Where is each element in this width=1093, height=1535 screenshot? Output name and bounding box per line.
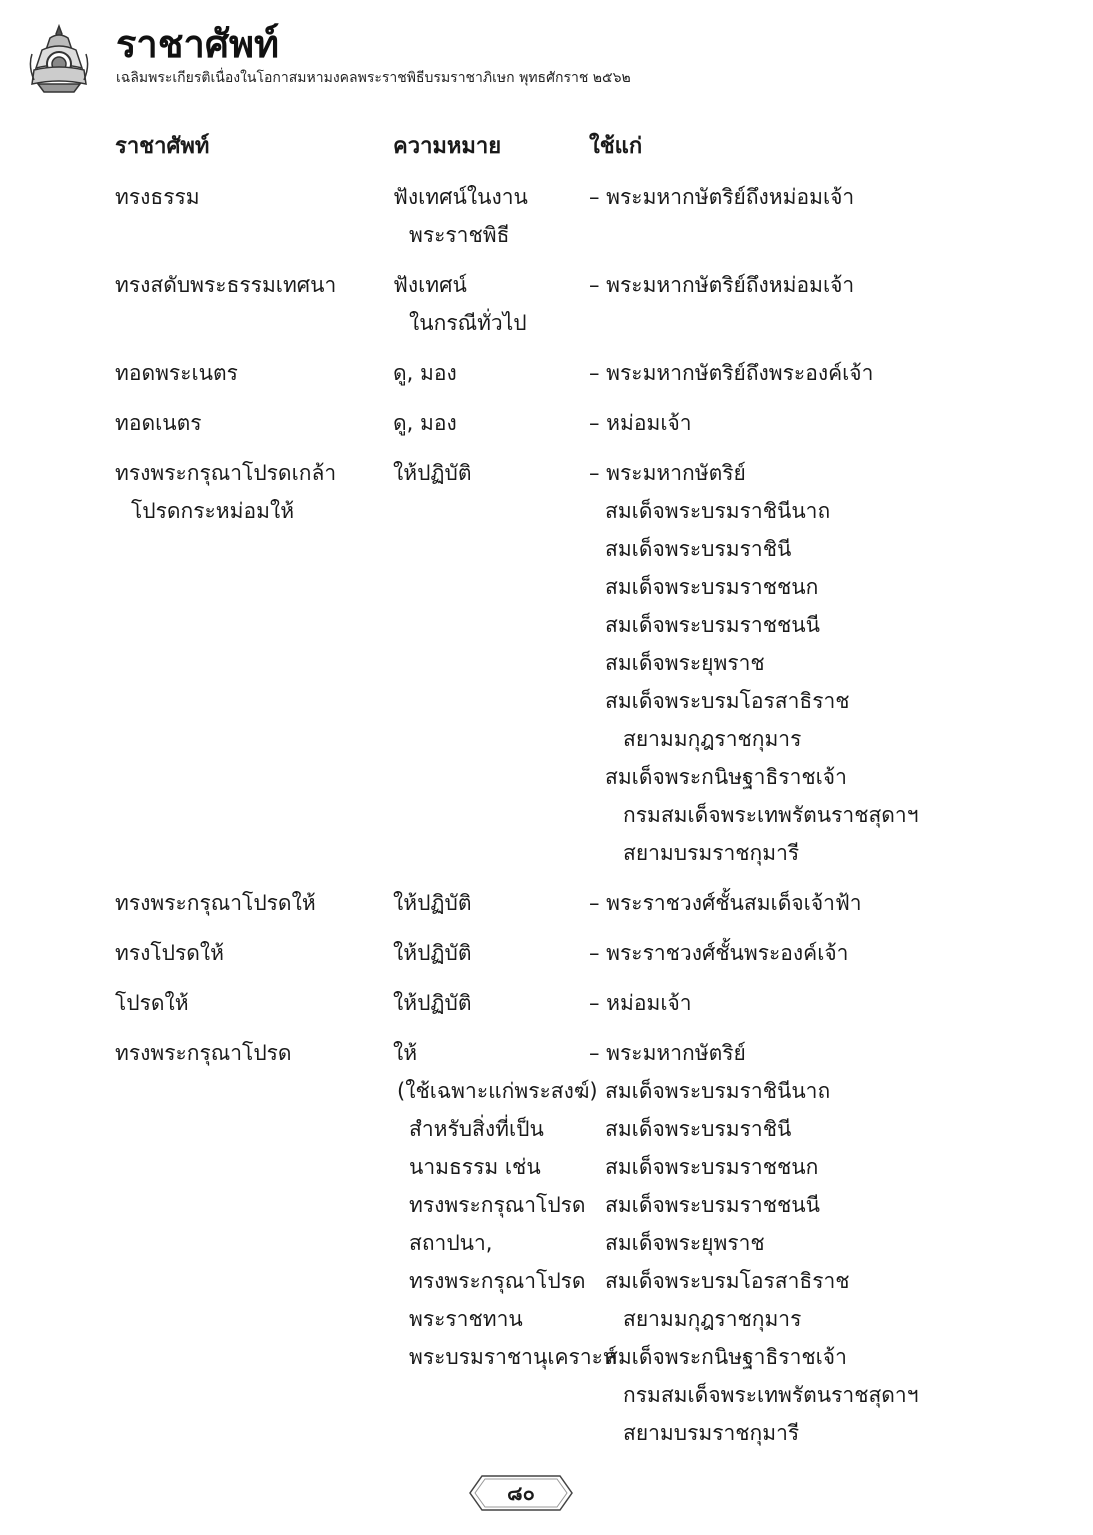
usage-cell — [589, 404, 1015, 442]
meaning-text: พระราชทาน — [409, 1307, 523, 1331]
table-row — [115, 454, 1015, 872]
term-text: ทรงพระกรุณาโปรด — [115, 1041, 292, 1065]
usage-cell — [589, 1034, 1015, 1452]
usage-cell — [589, 884, 1015, 922]
term-cell — [115, 884, 393, 922]
usage-text: – พระมหากษัตริย์ถึงหม่อมเจ้า — [589, 185, 855, 209]
usage-text: – หม่อมเจ้า — [589, 991, 692, 1015]
term-cell — [115, 266, 393, 304]
page-number: ๘๐ — [507, 1481, 535, 1505]
term-text: ทรงพระกรุณาโปรดให้ — [115, 891, 316, 915]
usage-cell — [589, 984, 1015, 1022]
column-header-term: ราชาศัพท์ — [115, 134, 210, 159]
royal-emblem-icon — [28, 24, 90, 94]
usage-text: สมเด็จพระบรมราชินี — [605, 537, 792, 561]
term-text: ทรงโปรดให้ — [115, 941, 224, 965]
term-text: ทรงพระกรุณาโปรดเกล้า — [115, 461, 337, 485]
document-title: ราชาศัพท์ — [116, 22, 280, 66]
usage-text: – พระมหากษัตริย์ — [589, 461, 746, 485]
term-text: โปรดให้ — [115, 991, 189, 1015]
meaning-cell — [393, 884, 589, 922]
usage-text: – พระมหากษัตริย์ถึงพระองค์เจ้า — [589, 361, 874, 385]
meaning-text: ดู, มอง — [393, 361, 457, 385]
meaning-text: ให้ปฏิบัติ — [393, 991, 472, 1015]
usage-text: – พระมหากษัตริย์ — [589, 1041, 746, 1065]
table-header-row — [115, 128, 1015, 166]
usage-text: กรมสมเด็จพระเทพรัตนราชสุดาฯ — [623, 1383, 919, 1407]
usage-text: สมเด็จพระบรมราชินีนาถ — [605, 1079, 831, 1103]
usage-text: – พระมหากษัตริย์ถึงหม่อมเจ้า — [589, 273, 855, 297]
usage-cell — [589, 178, 1015, 216]
table-row — [115, 934, 1015, 972]
usage-text: สมเด็จพระบรมราชินีนาถ — [605, 499, 831, 523]
usage-cell — [589, 934, 1015, 972]
meaning-cell — [393, 934, 589, 972]
usage-text: สมเด็จพระกนิษฐาธิราชเจ้า — [605, 765, 847, 789]
column-header-meaning: ความหมาย — [393, 134, 502, 159]
table-row — [115, 266, 1015, 342]
meaning-text: (ใช้เฉพาะแก่พระสงฆ์) — [397, 1079, 598, 1103]
term-text: โปรดกระหม่อมให้ — [131, 499, 295, 523]
page-number-badge — [468, 1474, 574, 1512]
usage-text: สมเด็จพระบรมราชชนนี — [605, 1193, 820, 1217]
meaning-text: ให้ — [393, 1041, 418, 1065]
term-cell — [115, 354, 393, 392]
usage-text: สมเด็จพระบรมโอรสาธิราช — [605, 689, 850, 713]
usage-text: สยามมกุฎราชกุมาร — [623, 727, 802, 751]
term-cell — [115, 984, 393, 1022]
document-subtitle: เฉลิมพระเกียรติเนื่องในโอกาสมหามงคลพระราชพิธีบรมราชาภิเษก พุทธศักราช ๒๕๖๒ — [116, 70, 631, 86]
meaning-cell — [393, 354, 589, 392]
usage-text: สยามบรมราชกุมารี — [623, 1421, 800, 1445]
meaning-cell — [393, 404, 589, 442]
usage-text: สมเด็จพระกนิษฐาธิราชเจ้า — [605, 1345, 847, 1369]
term-cell — [115, 178, 393, 216]
meaning-cell — [393, 454, 589, 492]
usage-text: – พระราชวงศ์ชั้นสมเด็จเจ้าฟ้า — [589, 891, 862, 915]
usage-text: กรมสมเด็จพระเทพรัตนราชสุดาฯ — [623, 803, 919, 827]
meaning-text: ฟังเทศน์ — [393, 273, 467, 297]
table-row — [115, 354, 1015, 392]
usage-text: สมเด็จพระบรมราชชนนี — [605, 613, 820, 637]
meaning-text: ทรงพระกรุณาโปรด — [409, 1269, 586, 1293]
meaning-text: สถาปนา, — [409, 1231, 493, 1255]
meaning-cell — [393, 1034, 617, 1376]
meaning-text: พระบรมราชานุเคราะห์ — [409, 1345, 617, 1369]
meaning-text: ให้ปฏิบัติ — [393, 941, 472, 965]
usage-text: – หม่อมเจ้า — [589, 411, 692, 435]
term-cell — [115, 934, 393, 972]
meaning-cell — [393, 178, 589, 254]
meaning-text: นามธรรม เช่น — [409, 1155, 541, 1179]
meaning-text: ให้ปฏิบัติ — [393, 461, 472, 485]
meaning-text: ดู, มอง — [393, 411, 457, 435]
meaning-text: สำหรับสิ่งที่เป็น — [409, 1117, 544, 1141]
term-text: ทรงธรรม — [115, 185, 200, 209]
usage-cell — [589, 454, 1015, 872]
column-header-usage: ใช้แก่ — [589, 134, 643, 159]
term-text: ทอดเนตร — [115, 411, 202, 435]
usage-text: สมเด็จพระบรมราชชนก — [605, 1155, 819, 1179]
term-cell — [115, 404, 393, 442]
usage-cell — [589, 266, 1015, 304]
usage-text: สมเด็จพระบรมราชชนก — [605, 575, 819, 599]
vocabulary-table — [115, 128, 1015, 1464]
meaning-text: พระราชพิธี — [409, 223, 510, 247]
table-row — [115, 984, 1015, 1022]
term-text: ทรงสดับพระธรรมเทศนา — [115, 273, 337, 297]
usage-text: สมเด็จพระบรมราชินี — [605, 1117, 792, 1141]
term-cell — [115, 1034, 393, 1072]
table-row — [115, 884, 1015, 922]
usage-text: – พระราชวงศ์ชั้นพระองค์เจ้า — [589, 941, 849, 965]
usage-text: สยามบรมราชกุมารี — [623, 841, 800, 865]
usage-text: สยามมกุฎราชกุมาร — [623, 1307, 802, 1331]
table-row — [115, 1034, 1015, 1452]
usage-cell — [589, 354, 1015, 392]
meaning-text: ทรงพระกรุณาโปรด — [409, 1193, 586, 1217]
usage-text: สมเด็จพระบรมโอรสาธิราช — [605, 1269, 850, 1293]
table-row — [115, 178, 1015, 254]
term-text: ทอดพระเนตร — [115, 361, 238, 385]
usage-text: สมเด็จพระยุพราช — [605, 1231, 765, 1255]
table-row — [115, 404, 1015, 442]
meaning-text: ให้ปฏิบัติ — [393, 891, 472, 915]
page-header — [28, 20, 1068, 100]
meaning-text: ในกรณีทั่วไป — [409, 311, 527, 335]
meaning-cell — [393, 984, 589, 1022]
usage-text: สมเด็จพระยุพราช — [605, 651, 765, 675]
term-cell — [115, 454, 393, 530]
meaning-cell — [393, 266, 589, 342]
meaning-text: ฟังเทศน์ในงาน — [393, 185, 528, 209]
